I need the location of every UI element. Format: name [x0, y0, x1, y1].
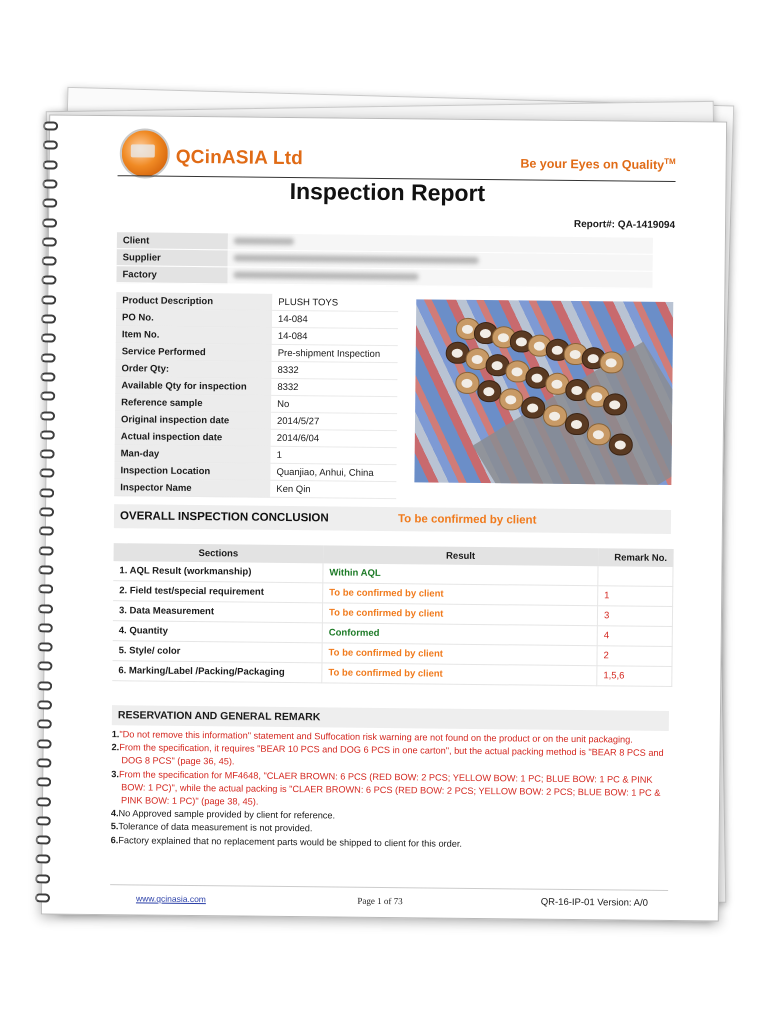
- binding-ring: [40, 372, 55, 381]
- binding-ring: [37, 681, 52, 690]
- section-result: To be confirmed by client: [322, 603, 597, 626]
- remark-text: From the specification, it requires "BEAR 10 PCS and DOG 6 PCS in one carton", but the actual packing method is "BEAR 8 PCS and DOG 8 PCS" (page 36, 45).: [119, 742, 664, 767]
- plush-toy: [587, 423, 611, 445]
- product-field-value: 1: [271, 446, 397, 464]
- page-title: Inspection Report: [289, 177, 486, 207]
- section-name: 5. Style/ color: [112, 641, 322, 663]
- section-remark-number: [598, 566, 673, 586]
- product-field-value: 2014/5/27: [271, 412, 397, 430]
- product-field-label: Original inspection date: [115, 411, 271, 430]
- plush-toy: [543, 405, 567, 427]
- binding-ring: [41, 353, 56, 362]
- trademark-mark: TM: [664, 156, 676, 167]
- binding-ring: [38, 623, 53, 632]
- company-name: QCinASIA Ltd: [175, 146, 304, 170]
- factory-label: Factory: [116, 266, 227, 284]
- section-name: 6. Marking/Label /Packing/Packaging: [112, 661, 322, 683]
- factory-value-redacted: [227, 267, 652, 288]
- binding-ring: [40, 392, 55, 401]
- product-field-value: 8332: [271, 361, 397, 379]
- redacted-text: [234, 238, 294, 246]
- section-name: 1. AQL Result (workmanship): [113, 561, 323, 583]
- website-link[interactable]: www.qcinasia.com: [135, 893, 206, 905]
- section-remark-number: 3: [597, 606, 672, 627]
- sections-table: [112, 543, 673, 687]
- binding-ring: [41, 314, 56, 323]
- product-field-label: Product Description: [116, 292, 272, 310]
- remark-text: Tolerance of data measurement is not provided.: [118, 821, 313, 834]
- remark-number: 2.: [111, 742, 120, 753]
- plush-toy: [603, 393, 627, 415]
- table-row: [114, 479, 396, 499]
- redacted-text: [233, 272, 418, 281]
- product-field-label: Reference sample: [115, 394, 271, 413]
- binding-ring: [40, 411, 55, 420]
- binding-ring: [38, 565, 53, 574]
- company-logo-icon: [120, 128, 171, 179]
- remark-number: 3.: [111, 768, 120, 779]
- product-field-label: Actual inspection date: [115, 428, 271, 447]
- product-photo: [414, 299, 673, 485]
- remark-number: 6.: [110, 834, 119, 845]
- plush-toy: [609, 433, 633, 455]
- remark-number: 4.: [110, 808, 119, 819]
- client-label: Client: [117, 232, 228, 250]
- section-result: To be confirmed by client: [322, 643, 597, 666]
- conclusion-value: To be confirmed by client: [397, 513, 537, 527]
- product-field-value: 8332: [271, 378, 397, 396]
- binding-ring: [43, 160, 58, 169]
- binding-ring: [39, 469, 54, 478]
- binding-ring: [37, 739, 52, 748]
- section-name: 3. Data Measurement: [113, 601, 323, 623]
- column-header-result: Result: [323, 545, 598, 566]
- binding-ring: [37, 662, 52, 671]
- binding-ring: [36, 797, 51, 806]
- binding-ring: [38, 642, 53, 651]
- binding-ring: [36, 778, 51, 787]
- binding-ring: [39, 507, 54, 516]
- product-field-value: Quanjiao, Anhui, China: [270, 463, 396, 481]
- column-header-sections: Sections: [114, 543, 324, 563]
- plush-toy: [477, 380, 501, 402]
- product-field-label: PO No.: [116, 309, 272, 328]
- section-result: To be confirmed by client: [322, 663, 597, 686]
- supplier-label: Supplier: [117, 249, 228, 267]
- plush-toy: [565, 413, 589, 435]
- binding-ring: [42, 237, 57, 246]
- remark-item: [111, 768, 671, 813]
- binding-ring: [36, 758, 51, 767]
- report-number: Report#: QA-1419094: [573, 218, 676, 232]
- remark-text: Factory explained that no replacement parts would be shipped to client for this order.: [118, 834, 463, 849]
- remark-number: 5.: [110, 821, 119, 832]
- section-result: Conformed: [322, 623, 597, 646]
- binding-ring: [39, 488, 54, 497]
- tagline-text: Be your Eyes on Quality: [520, 156, 665, 173]
- product-field-label: Inspection Location: [114, 462, 270, 481]
- section-remark-number: 1: [598, 586, 673, 607]
- section-result: To be confirmed by client: [323, 583, 598, 606]
- binding-ring: [41, 334, 56, 343]
- binding-ring: [43, 121, 58, 130]
- client-info-table: [116, 232, 653, 289]
- product-field-value: Ken Qin: [270, 480, 396, 498]
- binding-ring: [38, 585, 53, 594]
- remark-text: "Do not remove this information" statement and Suffocation risk warning are not found on the product or on the unit packaging.: [119, 729, 633, 745]
- product-field-value: 2014/6/04: [271, 429, 397, 447]
- section-remark-number: 4: [597, 626, 672, 647]
- reservation-title: RESERVATION AND GENERAL REMARK: [117, 709, 321, 724]
- report-page: [41, 114, 727, 921]
- binding-ring: [43, 141, 58, 150]
- binding-ring: [37, 720, 52, 729]
- plush-toy: [521, 396, 545, 418]
- binding-ring: [35, 855, 50, 864]
- footer-divider: [110, 884, 668, 891]
- column-header-remark: Remark No.: [598, 548, 673, 567]
- form-code: QR-16-IP-01 Version: A/0: [540, 896, 649, 909]
- overall-conclusion: [114, 504, 671, 534]
- conclusion-label: OVERALL INSPECTION CONCLUSION: [119, 510, 329, 525]
- binding-ring: [36, 816, 51, 825]
- product-info-table: [114, 292, 398, 499]
- binding-ring: [41, 276, 56, 285]
- plush-toy: [499, 388, 523, 410]
- binding-ring: [41, 295, 56, 304]
- product-field-value: Pre-shipment Inspection: [272, 344, 398, 362]
- binding-ring: [42, 218, 57, 227]
- page-number: Page 1 of 73: [357, 895, 403, 907]
- remark-number: 1.: [111, 729, 120, 740]
- product-field-label: Inspector Name: [114, 479, 270, 498]
- section-remark-number: 1,5,6: [597, 666, 672, 687]
- product-field-label: Service Performed: [116, 343, 272, 362]
- remarks-list: [111, 728, 672, 853]
- product-field-label: Item No.: [116, 326, 272, 345]
- tagline: [520, 155, 676, 172]
- section-result: Within AQL: [323, 563, 598, 585]
- plush-toy: [455, 372, 479, 394]
- product-field-label: Available Qty for inspection: [115, 377, 271, 396]
- binding-ring: [40, 449, 55, 458]
- binding-ring: [42, 256, 57, 265]
- product-field-value: No: [271, 395, 397, 413]
- binding-ring: [39, 546, 54, 555]
- product-field-value: PLUSH TOYS: [272, 294, 398, 312]
- plush-toy: [600, 351, 624, 373]
- section-name: 2. Field test/special requirement: [113, 581, 323, 603]
- remark-text: From the specification for MF4648, "CLAER BROWN: 6 PCS (RED BOW: 2 PCS; YELLOW BOW: 1 PC; BLUE BOW: 1 PC & PINK BOW: 1 PC)", while the actual packing is "CLAER BROWN: 6 PCS (RED BOW: 2 PCS; YELLOW BOW: 2 PCS; BLUE BOW: 1 PC & PINK BOW: 1 PC)" (page 38, 45).: [118, 768, 661, 807]
- plush-toys-image: [416, 299, 673, 302]
- section-remark-number: 2: [597, 646, 672, 667]
- product-field-value: 14-084: [272, 310, 398, 328]
- remark-text: No Approved sample provided by client for reference.: [118, 808, 336, 821]
- redacted-text: [234, 255, 479, 265]
- product-field-value: 14-084: [272, 327, 398, 345]
- binding-ring: [38, 604, 53, 613]
- binding-ring: [37, 700, 52, 709]
- section-name: 4. Quantity: [113, 621, 323, 643]
- product-field-label: Order Qty:: [115, 360, 271, 379]
- binding-ring: [39, 527, 54, 536]
- binding-ring: [36, 835, 51, 844]
- binding-ring: [35, 874, 50, 883]
- binding-ring: [40, 430, 55, 439]
- product-field-label: Man-day: [115, 445, 271, 464]
- reservation-header: [112, 705, 669, 731]
